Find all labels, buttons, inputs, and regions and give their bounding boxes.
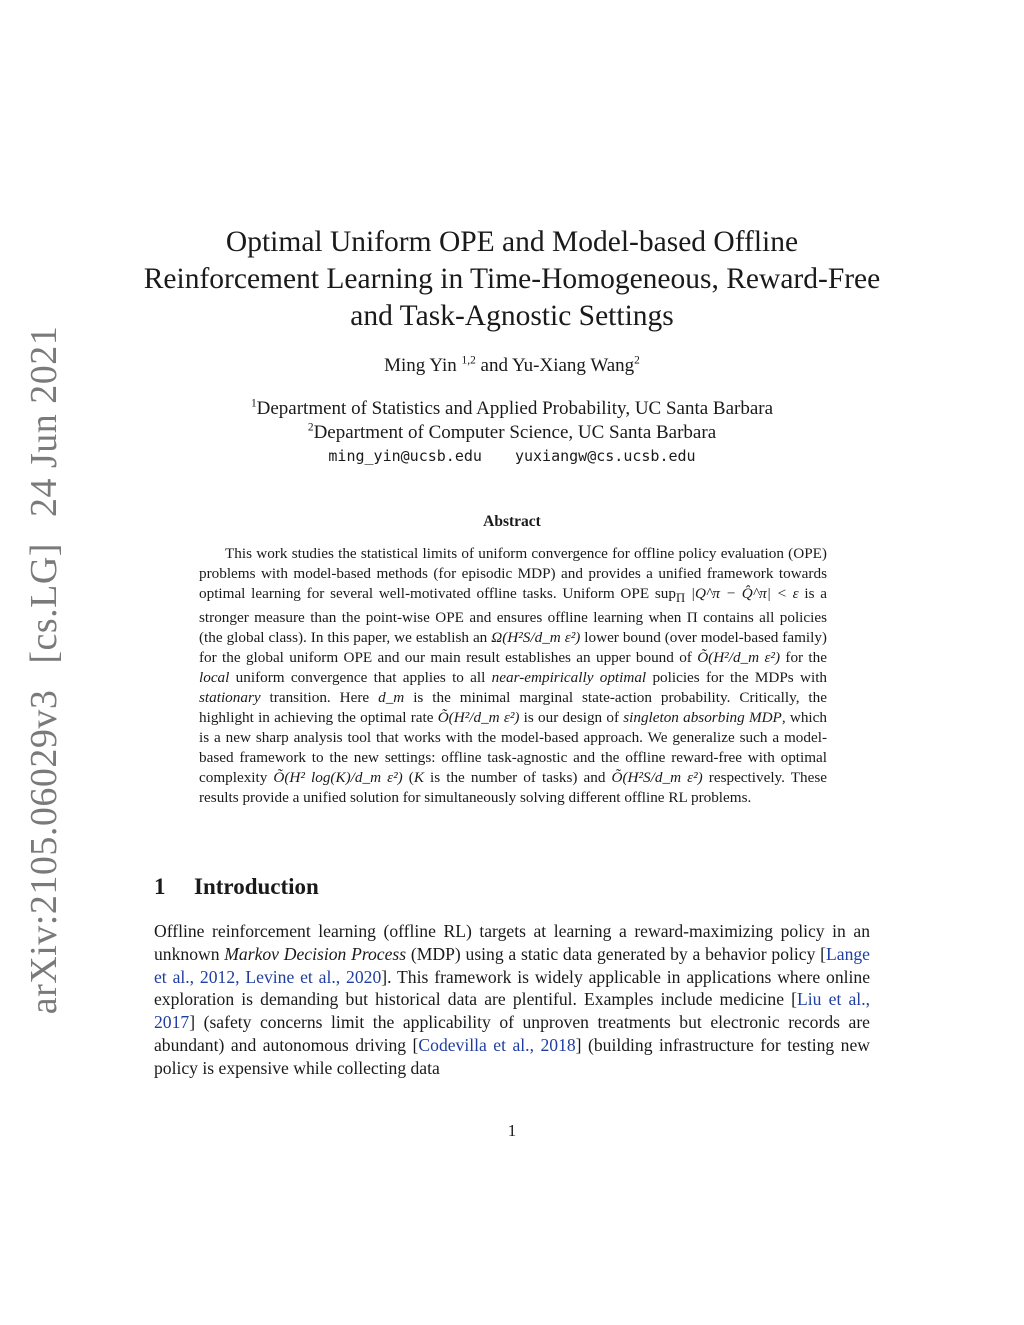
paper-title [140,224,884,335]
body-text: ]. This framework is widely applicable in applications where online exploration is demanding but historical data are plentiful. Examples include medicine [ [154,966,871,1010]
math-sup [654,585,686,606]
affiliation-1 [0,398,1024,420]
citation-separator: , [235,966,246,987]
title-line-2: Reinforcement Learning in Time-Homogeneous, Reward-Free [143,263,881,295]
introduction-paragraph [154,920,870,1080]
emphasis-local: local [199,669,230,687]
math-upper-bound: Õ(H²/d_m ε²) [697,649,781,667]
abstract-text: is our design of [519,709,624,727]
arxiv-id: arXiv:2105.06029v3 [23,689,65,1015]
introduction-body [154,920,870,1080]
abstract-text: is the minimal marginal state-action probability. Critically, the highlight in achieving the optimal rate [199,689,827,727]
section-title: Introduction [194,874,319,899]
abstract-text: for the [780,649,827,667]
citation-lange-2012[interactable]: Lange et al., 2012 [154,943,870,987]
emphasis-near-empirically-optimal: near-empirically optimal [491,669,647,687]
arxiv-category: [cs.LG] [23,543,65,664]
body-text: (MDP) using a static data generated by a behavior policy [ [406,943,827,964]
math-reward-free-complexity: Õ(H²S/d_m ε²) [611,769,703,787]
author-yu-xiang-wang: Yu-Xiang Wang [512,355,635,376]
abstract-text: is a stronger measure than the point-wise OPE and ensures offline learning when [199,585,827,627]
arxiv-date: 24 Jun 2021 [23,325,65,518]
abstract-text: policies for the MDPs with [646,669,828,687]
affiliation-1-text: Department of Statistics and Applied Probability, UC Santa Barbara [256,398,774,419]
emphasis-markov-decision-process: Markov Decision Process [224,943,407,964]
affiliation-2 [0,422,1024,444]
citation-liu-2017[interactable]: Liu et al., 2017 [154,989,870,1033]
abstract-text: uniform convergence that applies to all [229,669,492,687]
affiliation-1-mark: 1 [250,397,257,410]
abstract-body [199,544,827,808]
author-conjunction: and [480,355,508,376]
body-text: Offline reinforcement learning (offline RL) targets at learning a reward-maximizing policy in an unknown [154,921,870,964]
abstract-text: This work studies the statistical limits of uniform convergence for offline policy evaluation (OPE) problems with model-based methods (for episodic MDP) and provides a unified framework towards optimal learning for several well-motivated offline tasks. Uniform OPE [199,545,827,602]
citation-levine-2020[interactable]: Levine et al., 2020 [245,966,382,987]
affiliation-2-text: Department of Computer Science, UC Santa Barbara [313,422,717,443]
math-uniform-error: |Q^π − Q̂^π| < ε [685,585,799,602]
author2-affil-mark: 2 [634,354,640,367]
section-heading-introduction [154,874,319,900]
math-optimal-rate: Õ(H²/d_m ε²) [437,709,520,727]
math-task-agnostic-complexity: Õ(H² log(K)/d_m ε²) [273,769,403,787]
math-policy-class: Π [686,609,698,627]
section-number: 1 [154,874,166,899]
abstract-text: , which is a new sharp analysis tool that works with the model-based approach. We generalize such a model-based framework to the new settings: offline task-agnostic and the offline reward-free with optimal complexity [199,709,827,787]
author1-affil-mark: 1,2 [461,354,476,367]
citation-codevilla-2018[interactable]: Codevilla et al., 2018 [418,1034,576,1055]
abstract-paragraph [199,544,827,808]
title-line-1: Optimal Uniform OPE and Model-based Offline [225,226,799,258]
abstract-text: ( [402,769,414,787]
email-ming-yin[interactable]: ming_yin@ucsb.edu [328,447,482,465]
abstract-text: respectively. These results provide a unified solution for simultaneously solving different offline RL problems. [199,769,828,807]
page-number: 1 [507,1121,517,1140]
emphasis-singleton-absorbing-mdp: singleton absorbing MDP [623,709,782,727]
math-sup-subscript: Π [675,591,686,606]
abstract-text: contains all policies (the global class). In this paper, we establish an [199,609,828,647]
affiliation-2-mark: 2 [307,421,314,434]
abstract-text: transition. Here [260,689,379,707]
body-text: ] (building infrastructure for testing new policy is expensive while collecting data [154,1034,870,1078]
body-text: ] (safety concerns limit the applicability of unproven treatments but electronic records are abundant) and autonomous driving [ [154,1012,870,1055]
title-line-3: and Task-Agnostic Settings [350,300,674,332]
math-k: K [413,769,424,787]
author-ming-yin: Ming Yin [384,355,457,376]
math-sup-op: sup [654,585,676,602]
abstract-text: lower bound (over model-based family) for the global uniform OPE and our main result establishes an upper bound of [199,629,827,667]
abstract-text: is the number of tasks) and [423,769,612,787]
email-list [0,447,1024,465]
math-dm: d_m [378,689,405,707]
author-list [0,355,1024,377]
emphasis-stationary: stationary [199,689,261,707]
abstract-heading: Abstract [483,513,541,530]
math-lower-bound: Ω(H²S/d_m ε²) [491,629,581,647]
email-yuxiang-wang[interactable]: yuxiangw@cs.ucsb.edu [514,447,696,465]
